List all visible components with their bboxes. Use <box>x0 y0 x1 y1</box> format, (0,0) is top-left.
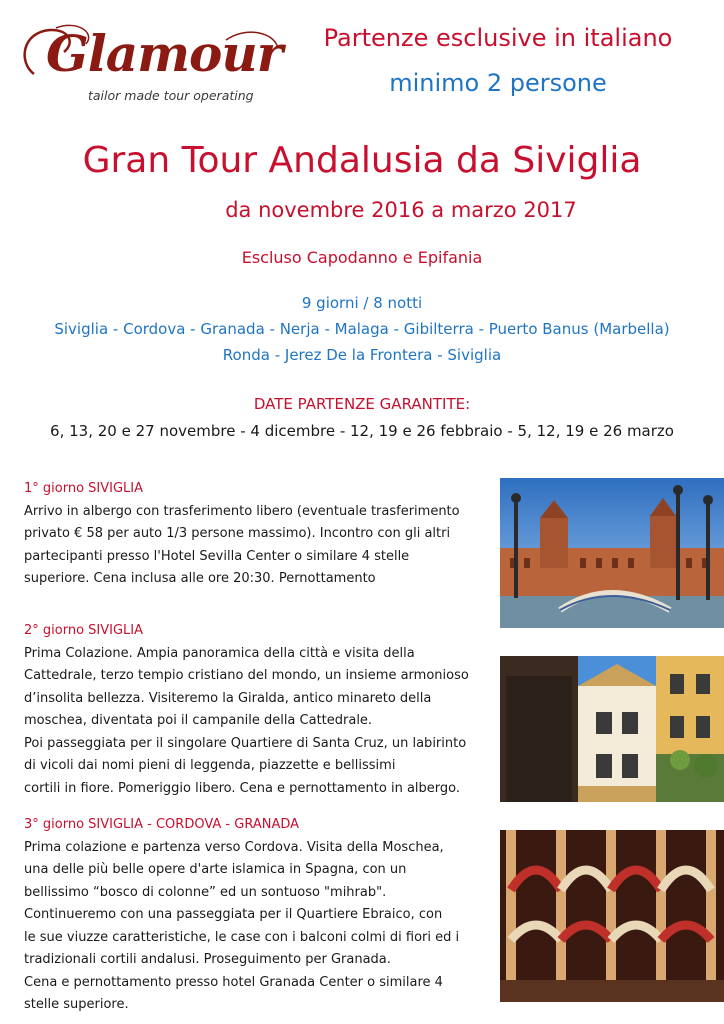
day-text-line: partecipanti presso l'Hotel Sevilla Center o similare 4 stelle <box>24 548 410 564</box>
day-2 <box>24 620 494 800</box>
day-text-line: Cattedrale, terzo tempio cristiano del mondo, un insieme armonioso <box>24 668 469 683</box>
tour-duration: 9 giorni / 8 notti <box>301 294 423 312</box>
day-1 <box>24 478 494 591</box>
logo <box>16 22 286 112</box>
day-text-line: le sue viuzze caratteristiche, le case con i balconi colmi di fiori ed i <box>24 929 460 945</box>
day-text-line: stelle superiore. <box>24 997 129 1012</box>
day-text-line: bellissimo “bosco di colonne” ed un sontuoso "mihrab". <box>24 884 387 900</box>
day-text-line: Arrivo in albergo con trasferimento libero (eventuale trasferimento <box>24 503 460 519</box>
day-text-line: d’insolita bellezza. Visiteremo la Giralda, antico minareto della <box>24 690 432 706</box>
day-text-line: Poi passeggiata per il singolare Quartiere di Santa Cruz, un labirinto <box>24 735 467 751</box>
photo-plaza-de-espana <box>500 478 724 628</box>
day-text-line: di vicoli dai nomi pieni di leggenda, piazzette e bellissimi <box>24 758 396 773</box>
day-3 <box>24 814 494 1017</box>
day-text-line: privato € 58 per auto 1/3 persone massimo). Incontro con gli altri <box>24 526 451 541</box>
tour-period: da novembre 2016 a marzo 2017 <box>225 198 577 222</box>
day-text-line: moschea, diventata poi il campanile della Cattedrale. <box>24 713 373 728</box>
day-title: 3° giorno SIVIGLIA - CORDOVA - GRANADA <box>24 817 300 832</box>
departures-dates: 6, 13, 20 e 27 novembre - 4 dicembre - 12, 19 e 26 febbraio - 5, 12, 19 e 26 marzo <box>50 422 674 440</box>
day-title: 2° giorno SIVIGLIA <box>24 623 144 638</box>
logo-tagline: tailor made tour operating <box>88 88 254 103</box>
minimum-persons: minimo 2 persone <box>389 69 607 97</box>
exclusive-departures: Partenze esclusive in italiano <box>323 24 673 52</box>
day-text-line: Prima colazione e partenza verso Cordova. Visita della Moschea, <box>24 839 444 855</box>
page-title: Gran Tour Andalusia da Siviglia <box>82 140 642 181</box>
route-line-1: Siviglia - Cordova - Granada - Nerja - Malaga - Gibilterra - Puerto Banus (Marbella) <box>54 320 670 338</box>
day-title: 1° giorno SIVIGLIA <box>24 481 144 496</box>
route-line-2: Ronda - Jerez De la Frontera - Siviglia <box>222 346 502 364</box>
day-text-line: Continueremo con una passeggiata per il Quartiere Ebraico, con <box>24 907 443 922</box>
departures-title: DATE PARTENZE GARANTITE: <box>253 395 471 413</box>
logo-brand: Glamour <box>46 24 283 83</box>
photo-mezquita-cordova <box>500 830 724 1002</box>
day-text-line: superiore. Cena inclusa alle ore 20:30. Pernottamento <box>24 571 376 586</box>
photo-santa-cruz <box>500 656 724 802</box>
day-text-line: Cena e pernottamento presso hotel Granada Center o similare 4 <box>24 974 443 990</box>
day-text-line: Prima Colazione. Ampia panoramica della città e visita della <box>24 645 415 661</box>
day-text-line: tradizionali cortili andalusi. Proseguimento per Granada. <box>24 952 391 967</box>
day-text-line: una delle più belle opere d'arte islamica in Spagna, con un <box>24 862 407 877</box>
day-text-line: cortili in fiore. Pomeriggio libero. Cena e pernottamento in albergo. <box>24 780 461 796</box>
excluded-dates: Escluso Capodanno e Epifania <box>241 248 483 267</box>
